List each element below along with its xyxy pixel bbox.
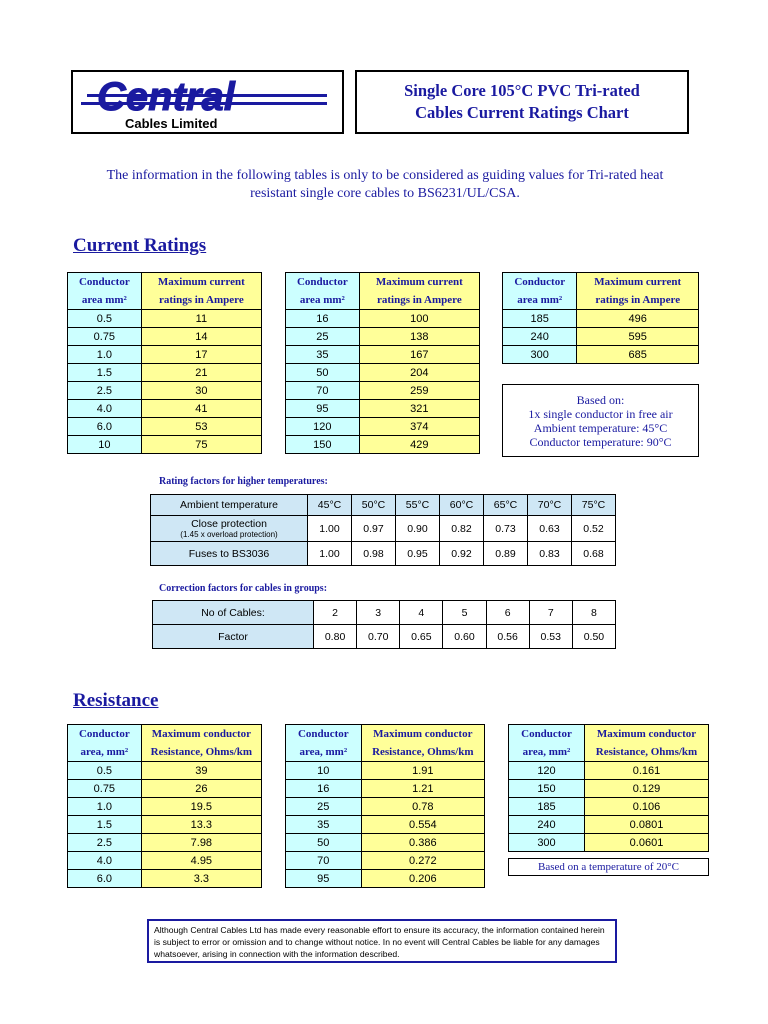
factor-cell: 0.80 — [314, 625, 357, 649]
table-row — [68, 816, 262, 834]
table-row — [68, 328, 262, 346]
table-row — [286, 762, 485, 780]
conductor-area-cell: 70 — [286, 852, 362, 870]
current-ratings-table-3 — [502, 272, 699, 364]
conductor-area-header: Conductor area mm² — [286, 273, 360, 310]
table-row — [509, 762, 709, 780]
table-row — [503, 310, 699, 328]
table-row — [509, 834, 709, 852]
conductor-area-cell: 6.0 — [68, 870, 142, 888]
logo-wordmark: Central — [97, 75, 235, 119]
conductor-area-cell: 185 — [503, 310, 577, 328]
table-row — [286, 346, 480, 364]
table-row — [286, 310, 480, 328]
resistance-heading: Resistance — [73, 690, 159, 711]
close-protection-label: Close protection — [191, 518, 267, 530]
current-rating-cell: 374 — [359, 418, 479, 436]
table-row — [503, 346, 699, 364]
temp-cell: 50°C — [352, 495, 396, 516]
max-current-header: Maximum current ratings in Ampere — [141, 273, 261, 310]
resistance-table-2 — [285, 724, 485, 888]
factor-cell: 1.00 — [308, 516, 352, 542]
table-row — [286, 816, 485, 834]
table-row — [503, 328, 699, 346]
current-rating-cell: 100 — [359, 310, 479, 328]
factor-cell: 0.53 — [529, 625, 572, 649]
resistance-cell: 1.21 — [361, 780, 484, 798]
table-row — [286, 400, 480, 418]
max-resistance-header: Maximum conductor Resistance, Ohms/km — [585, 725, 709, 762]
rating-factors-table — [150, 494, 616, 566]
row-label: Fuses to BS3036 — [151, 542, 308, 566]
company-logo-box — [71, 70, 344, 134]
conductor-area-cell: 150 — [509, 780, 585, 798]
max-resistance-header: Maximum conductor Resistance, Ohms/km — [361, 725, 484, 762]
logo-subtext: Cables Limited — [125, 116, 218, 131]
conductor-area-header: Conductor area, mm² — [509, 725, 585, 762]
current-rating-cell: 204 — [359, 364, 479, 382]
current-rating-cell: 30 — [141, 382, 261, 400]
title-line-1: Single Core 105°C PVC Tri-rated — [404, 81, 640, 100]
conductor-area-cell: 4.0 — [68, 400, 142, 418]
central-cables-logo — [73, 72, 342, 132]
conductor-area-cell: 0.5 — [68, 310, 142, 328]
resistance-cell: 0.272 — [361, 852, 484, 870]
current-rating-cell: 685 — [577, 346, 699, 364]
conductor-area-cell: 95 — [286, 870, 362, 888]
conductor-area-cell: 2.5 — [68, 382, 142, 400]
resistance-cell: 7.98 — [141, 834, 261, 852]
rating-factors-heading: Rating factors for higher temperatures: — [159, 476, 328, 487]
conductor-area-cell: 25 — [286, 328, 360, 346]
conductor-area-cell: 70 — [286, 382, 360, 400]
resistance-cell: 13.3 — [141, 816, 261, 834]
conductor-area-cell: 240 — [509, 816, 585, 834]
resistance-cell: 0.0801 — [585, 816, 709, 834]
conductor-area-cell: 300 — [503, 346, 577, 364]
factor-cell: 0.68 — [572, 542, 616, 566]
factor-cell: 0.52 — [572, 516, 616, 542]
current-ratings-basis-note — [502, 384, 699, 457]
table-row — [286, 870, 485, 888]
conductor-area-cell: 16 — [286, 310, 360, 328]
conductor-area-header: Conductor area mm² — [503, 273, 577, 310]
conductor-area-cell: 10 — [286, 762, 362, 780]
resistance-cell: 0.129 — [585, 780, 709, 798]
disclaimer-box: Although Central Cables Ltd has made every reasonable effort to ensure its accuracy, the information contained herein is subject to error or omission and to change without notice. In no event will Central Cables be liable for any damages whatsoever, arising in connection with the information described. — [147, 919, 617, 963]
current-rating-cell: 14 — [141, 328, 261, 346]
resistance-basis-note: Based on a temperature of 20°C — [508, 858, 709, 876]
correction-factors-heading: Correction factors for cables in groups: — [159, 583, 328, 594]
factor-cell: 0.73 — [484, 516, 528, 542]
conductor-area-cell: 35 — [286, 346, 360, 364]
correction-factors-table — [152, 600, 616, 649]
resistance-cell: 0.0601 — [585, 834, 709, 852]
resistance-cell: 0.554 — [361, 816, 484, 834]
table-row — [286, 798, 485, 816]
intro-line-1: The information in the following tables is only to be considered as guiding values for Tri-rated heat — [106, 168, 664, 183]
temp-cell: 45°C — [308, 495, 352, 516]
factor-cell: 0.97 — [352, 516, 396, 542]
conductor-area-cell: 6.0 — [68, 418, 142, 436]
table-row — [286, 418, 480, 436]
basis-line: 1x single conductor in free air — [528, 406, 673, 421]
resistance-table-3 — [508, 724, 709, 852]
current-rating-cell: 138 — [359, 328, 479, 346]
table-row — [68, 762, 262, 780]
conductor-area-cell: 50 — [286, 364, 360, 382]
row-label: Ambient temperature — [151, 495, 308, 516]
resistance-cell: 4.95 — [141, 852, 261, 870]
row-label — [151, 516, 308, 542]
resistance-cell: 0.386 — [361, 834, 484, 852]
conductor-area-cell: 0.5 — [68, 762, 142, 780]
table-row — [509, 780, 709, 798]
table-row — [68, 834, 262, 852]
table-row — [68, 310, 262, 328]
temp-cell: 70°C — [528, 495, 572, 516]
max-resistance-header: Maximum conductor Resistance, Ohms/km — [141, 725, 261, 762]
conductor-area-cell: 1.0 — [68, 798, 142, 816]
conductor-area-cell: 150 — [286, 436, 360, 454]
conductor-area-cell: 1.0 — [68, 346, 142, 364]
current-rating-cell: 21 — [141, 364, 261, 382]
current-rating-cell: 41 — [141, 400, 261, 418]
conductor-area-cell: 10 — [68, 436, 142, 454]
factor-cell: 0.89 — [484, 542, 528, 566]
current-rating-cell: 429 — [359, 436, 479, 454]
factor-cell: 0.56 — [486, 625, 529, 649]
cable-count-cell: 2 — [314, 601, 357, 625]
factor-cell: 0.70 — [357, 625, 400, 649]
conductor-area-header: Conductor area, mm² — [68, 725, 142, 762]
table-row — [286, 382, 480, 400]
conductor-area-cell: 185 — [509, 798, 585, 816]
close-protection-sublabel: (1.45 x overload protection) — [180, 530, 278, 539]
table-row — [286, 364, 480, 382]
current-rating-cell: 496 — [577, 310, 699, 328]
cable-count-cell: 4 — [400, 601, 443, 625]
basis-line: Conductor temperature: 90°C — [529, 434, 672, 449]
cable-count-cell: 8 — [572, 601, 615, 625]
table-row — [286, 852, 485, 870]
resistance-cell: 3.3 — [141, 870, 261, 888]
table-row — [286, 780, 485, 798]
cable-count-cell: 7 — [529, 601, 572, 625]
current-rating-cell: 321 — [359, 400, 479, 418]
table-row — [68, 400, 262, 418]
factor-cell: 0.65 — [400, 625, 443, 649]
conductor-area-cell: 50 — [286, 834, 362, 852]
resistance-cell: 0.78 — [361, 798, 484, 816]
temp-cell: 55°C — [396, 495, 440, 516]
current-ratings-heading: Current Ratings — [73, 235, 207, 256]
current-rating-cell: 75 — [141, 436, 261, 454]
factor-cell: 0.90 — [396, 516, 440, 542]
basis-line: Ambient temperature: 45°C — [533, 420, 668, 435]
resistance-cell: 19.5 — [141, 798, 261, 816]
basis-line: Based on: — [576, 392, 625, 407]
current-rating-cell: 259 — [359, 382, 479, 400]
title-line-2: Cables Current Ratings Chart — [415, 103, 629, 122]
resistance-cell: 39 — [141, 762, 261, 780]
table-row — [68, 870, 262, 888]
row-label: Factor — [153, 625, 314, 649]
table-row — [68, 346, 262, 364]
row-label: No of Cables: — [153, 601, 314, 625]
factor-cell: 0.60 — [443, 625, 486, 649]
factor-cell: 0.83 — [528, 542, 572, 566]
conductor-area-header: Conductor area mm² — [68, 273, 142, 310]
table-row — [68, 780, 262, 798]
conductor-area-cell: 1.5 — [68, 816, 142, 834]
resistance-cell: 26 — [141, 780, 261, 798]
table-row — [68, 364, 262, 382]
table-row — [509, 798, 709, 816]
temp-cell: 75°C — [572, 495, 616, 516]
cable-count-cell: 6 — [486, 601, 529, 625]
factor-cell: 0.92 — [440, 542, 484, 566]
resistance-cell: 0.206 — [361, 870, 484, 888]
conductor-area-cell: 300 — [509, 834, 585, 852]
factor-cell: 0.82 — [440, 516, 484, 542]
factor-cell: 0.50 — [572, 625, 615, 649]
conductor-area-cell: 25 — [286, 798, 362, 816]
current-rating-cell: 11 — [141, 310, 261, 328]
current-rating-cell: 17 — [141, 346, 261, 364]
current-ratings-table-1 — [67, 272, 262, 454]
conductor-area-cell: 120 — [509, 762, 585, 780]
conductor-area-cell: 120 — [286, 418, 360, 436]
factor-cell: 1.00 — [308, 542, 352, 566]
conductor-area-cell: 2.5 — [68, 834, 142, 852]
chart-title — [355, 70, 689, 134]
max-current-header: Maximum current ratings in Ampere — [359, 273, 479, 310]
cable-count-cell: 5 — [443, 601, 486, 625]
temp-cell: 65°C — [484, 495, 528, 516]
intro-text — [60, 167, 710, 203]
resistance-cell: 0.106 — [585, 798, 709, 816]
table-row — [68, 436, 262, 454]
table-row — [286, 328, 480, 346]
current-ratings-table-2 — [285, 272, 480, 454]
table-row — [68, 382, 262, 400]
resistance-cell: 1.91 — [361, 762, 484, 780]
conductor-area-cell: 1.5 — [68, 364, 142, 382]
temp-cell: 60°C — [440, 495, 484, 516]
conductor-area-cell: 35 — [286, 816, 362, 834]
factor-cell: 0.63 — [528, 516, 572, 542]
conductor-area-cell: 240 — [503, 328, 577, 346]
conductor-area-header: Conductor area, mm² — [286, 725, 362, 762]
table-row — [68, 418, 262, 436]
conductor-area-cell: 95 — [286, 400, 360, 418]
table-row — [286, 436, 480, 454]
intro-line-2: resistant single core cables to BS6231/UL/CSA. — [250, 186, 520, 201]
conductor-area-cell: 0.75 — [68, 328, 142, 346]
table-row — [68, 852, 262, 870]
current-rating-cell: 167 — [359, 346, 479, 364]
resistance-table-1 — [67, 724, 262, 888]
table-row — [286, 834, 485, 852]
conductor-area-cell: 4.0 — [68, 852, 142, 870]
factor-cell: 0.98 — [352, 542, 396, 566]
current-rating-cell: 53 — [141, 418, 261, 436]
table-row — [68, 798, 262, 816]
conductor-area-cell: 16 — [286, 780, 362, 798]
max-current-header: Maximum current ratings in Ampere — [577, 273, 699, 310]
cable-count-cell: 3 — [357, 601, 400, 625]
factor-cell: 0.95 — [396, 542, 440, 566]
table-row — [509, 816, 709, 834]
current-rating-cell: 595 — [577, 328, 699, 346]
resistance-cell: 0.161 — [585, 762, 709, 780]
conductor-area-cell: 0.75 — [68, 780, 142, 798]
